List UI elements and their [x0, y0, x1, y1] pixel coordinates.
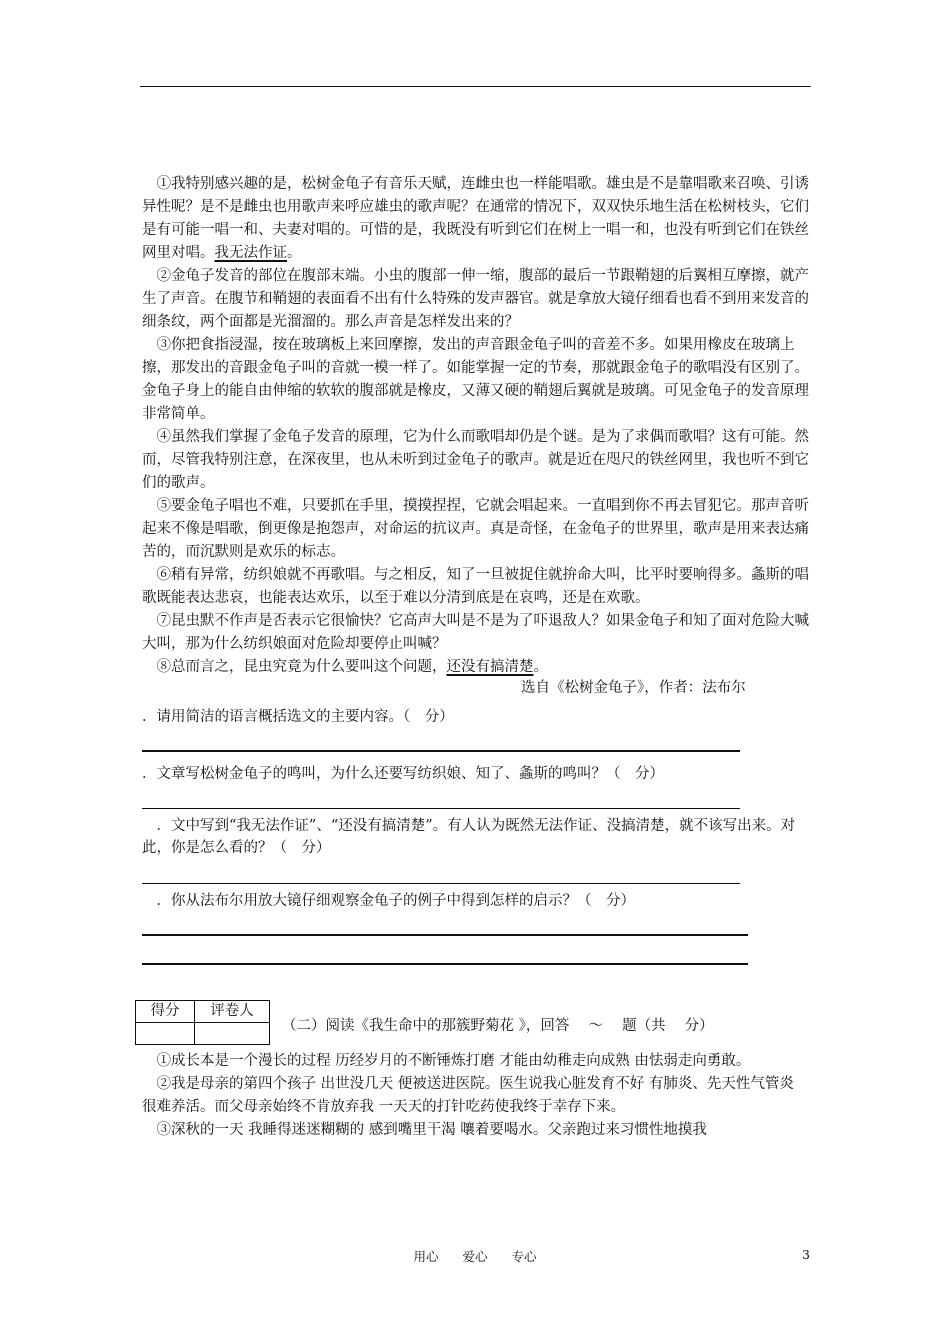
- question-1: ．请用简洁的语言概括选文的主要内容。（ 分）: [142, 709, 454, 725]
- question-3: ．文中写到“我无法作证”、“还没有搞清楚”。有人认为既然无法作证、没搞清楚，就不该写出来。对此，你是怎么看的？（ 分）: [142, 818, 796, 856]
- footer-word-3: 专心: [511, 1249, 537, 1264]
- grader-label: 评卷人: [195, 1001, 270, 1023]
- paragraph-7: ⑦昆虫默不作声是否表示它很愉快？它高声大叫是不是为了吓退敌人？如果金龟子和知了面对危险大喊大叫，那为什么纺织娘面对危险却要停止叫喊？: [142, 613, 809, 652]
- answer-line-2[interactable]: [142, 808, 740, 809]
- section-2-paragraph-3: ③深秋的一天 我睡得迷迷糊糊的 感到嘴里干渴 嚷着要喝水。父亲跑过来习惯性地摸我: [156, 1122, 707, 1138]
- answer-line-1[interactable]: [142, 750, 740, 752]
- paragraph-6: ⑥稍有异常，纺织娘就不再歌唱。与之相反，知了一旦被捉住就拚命大叫，比平时要响得多。螽斯的唱歌既能表达悲哀，也能表达欢乐，以至于难以分清到底是在哀鸣，还是在欢歌。: [142, 567, 809, 606]
- underlined-phrase-1: 我无法作证: [214, 245, 287, 261]
- section-2-paragraph-2: ②我是母亲的第四个孩子 出世没几天 便被送进医院。医生说我心脏发育不好 有肺炎、先天性气管炎 很难养活。而父母亲始终不肯放弃我 一天天的打针吃药使我终于幸存下来。: [142, 1076, 794, 1115]
- paragraph-3: ③你把食指浸湿，按在玻璃板上来回摩擦，发出的声音跟金龟子叫的音差不多。如果用橡皮在玻璃上擦，那发出的音跟金龟子叫的音就一模一样了。如能掌握一定的节奏，那就跟金龟子的歌唱没有区别了。金龟子身上的能自由伸缩的软软的腹部就是橡皮，又薄又硬的鞘翅后翼就是玻璃。可见金龟子的发音原理非常简单。: [142, 337, 809, 422]
- score-cell[interactable]: [136, 1023, 195, 1045]
- header-rule-mark: .: [809, 80, 812, 89]
- paragraph-4: ④虽然我们掌握了金龟子发音的原理，它为什么而歌唱却仍是个谜。是为了求偶而歌唱？这有可能。然而，尽管我特别注意，在深夜里，也从未听到过金龟子的歌声。就是近在咫尺的铁丝网里，我也听不到它们的歌声。: [142, 429, 809, 491]
- paragraph-5: ⑤要金龟子唱也不难，只要抓在手里，摸摸捏捏，它就会唱起来。一直唱到你不再去冒犯它。那声音听起来不像是唱歌，倒更像是抱怨声，对命运的抗议声。真是奇怪，在金龟子的世界里，歌声是用来表达痛苦的，而沉默则是欢乐的标志。: [142, 498, 809, 560]
- section-2-paragraph-1: ①成长本是一个漫长的过程 历经岁月的不断锤炼打磨 才能由幼稚走向成熟 由怯弱走向勇敢。: [156, 1053, 751, 1069]
- grader-cell[interactable]: [195, 1023, 270, 1045]
- underlined-phrase-2: 还没有搞清楚: [446, 659, 534, 675]
- footer-word-2: 爱心: [462, 1249, 488, 1264]
- section-2-title: （二）阅读《我生命中的那簇野菊花 》，回答 ～ 题（共 分）: [282, 1018, 714, 1034]
- source-attribution: 选自《松树金龟子》，作者：法布尔: [521, 680, 746, 696]
- answer-line-4b[interactable]: [142, 963, 748, 965]
- answer-line-4a[interactable]: [142, 934, 748, 936]
- question-2: ．文章写松树金龟子的鸣叫，为什么还要写纺织娘、知了、螽斯的鸣叫？（ 分）: [142, 766, 664, 782]
- question-4: ．你从法布尔用放大镜仔细观察金龟子的例子中得到怎样的启示？（ 分）: [156, 893, 635, 909]
- header-rule: [140, 86, 810, 87]
- paragraph-2: ②金龟子发音的部位在腹部末端。小虫的腹部一伸一缩，腹部的最后一节跟鞘翅的后翼相互摩擦，就产生了声音。在腹节和鞘翅的表面看不出有什么特殊的发声器官。就是拿放大镜仔细看也看不到用来发音的细条纹，两个面都是光溜溜的。那么声音是怎样发出来的？: [142, 268, 809, 330]
- passage-1: [142, 173, 810, 679]
- footer-word-1: 用心: [413, 1249, 439, 1264]
- score-table: [135, 1000, 270, 1045]
- page-number: 3: [802, 1247, 810, 1262]
- paragraph-1: ①我特别感兴趣的是，松树金龟子有音乐天赋，连雌虫也一样能唱歌。雄虫是不是靠唱歌来召唤、引诱异性呢？是不是雌虫也用歌声来呼应雄虫的歌声呢？在通常的情况下，双双快乐地生活在松树枝头，它们是有可能一唱一和、夫妻对唱的。可惜的是，我既没有听到它们在树上一唱一和，也没有听到它们在铁丝网里对唱。我无法作证。: [142, 176, 809, 261]
- score-label: 得分: [136, 1001, 195, 1023]
- paragraph-8: ⑧总而言之，昆虫究竟为什么要叫这个问题，还没有搞清楚。: [156, 659, 548, 675]
- answer-line-3[interactable]: [142, 883, 740, 884]
- passage-2: [142, 1050, 810, 1142]
